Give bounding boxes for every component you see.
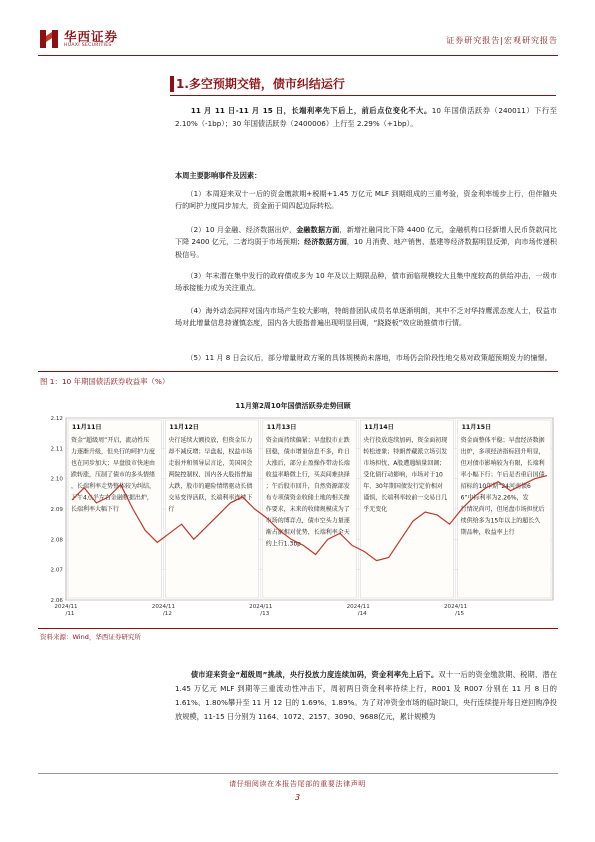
x-tick-label: /15 bbox=[455, 611, 465, 617]
y-tick-label: 2.08 bbox=[50, 537, 63, 544]
event-item-2-part-e: ，10 月消费、地产销售、基建等经济数据明显反弹，向市场传递积极信号。 bbox=[175, 237, 558, 259]
events-heading: 本周主要影响事件及因素： bbox=[175, 171, 262, 180]
x-tick-label: 2024/11 bbox=[151, 604, 176, 610]
figure-top-divider bbox=[38, 371, 558, 372]
annotation-text-line: 渐占据相对优势，长端利率全天 bbox=[265, 529, 350, 536]
event-item-5: （5）11 月 8 日会议后，部分增量财政方案的具体规模尚未落地，市场仍会阶段性地交易对政策超预期发力的憧憬。 bbox=[186, 353, 552, 362]
event-item-2 bbox=[175, 224, 557, 261]
annotation-header: 11月15日 bbox=[461, 424, 492, 431]
x-tick-label: 2024/11 bbox=[54, 604, 78, 610]
annotation-header: 11月14日 bbox=[364, 424, 394, 431]
event-item-2-economy-label: 经济数据方面 bbox=[304, 237, 347, 247]
event-item-1: （1）本周迎来双十一后的资金缴款期+税期+1.45 万亿元 MLF 到期组成的三重考验，资金利率缓步上行，但伴随央行的呵护力度同步加大，资金面于周四起边际转松。 bbox=[175, 189, 557, 211]
annotation-text-line: 作要求，未来的收储规模成为了 bbox=[265, 506, 350, 513]
annotation-text-line: 约上行1.3bp bbox=[265, 540, 301, 548]
annotation-text-line: 资金面整体平稳；早盘经济数据 bbox=[460, 437, 545, 444]
section-title: 1.多空预期交错，债市纠结运行 bbox=[176, 77, 345, 91]
annotation-text-line: 大涨后，部分止盈操作带动长端 bbox=[265, 460, 350, 467]
annotation-text-line: 收益率略微上行，买卖间难抉择 bbox=[265, 471, 350, 479]
annotation-text-line: 回稳，债市增量信息不多，昨日 bbox=[265, 448, 350, 456]
annotation-text-line: 下午4点半左右金融数据出炉， bbox=[71, 494, 153, 502]
annotation-text-line: 力逐渐升级，但央行的呵护力度 bbox=[71, 448, 156, 456]
intro-paragraph bbox=[175, 104, 557, 130]
x-tick-label: /14 bbox=[357, 611, 367, 617]
page-number: 3 bbox=[294, 793, 301, 802]
header-divider bbox=[38, 55, 558, 56]
annotation-text-line: 走弱并和领导层言论，美国国会 bbox=[168, 460, 253, 467]
annotation-text-line: 交易变得活跃，长端利率连续下 bbox=[168, 494, 253, 502]
annotation-text-line: 市场的博弈点，债市空头力量逐 bbox=[265, 517, 350, 525]
annotation-text-line: 资金“超级周”开启，流动性压 bbox=[71, 437, 150, 444]
chart-annotations bbox=[68, 420, 551, 598]
annotation-text-line: 资金面持续偏紧；早盘股市止跌 bbox=[265, 437, 350, 444]
event-item-2-part-a: （2）10 月金融、经济数据出炉， bbox=[186, 225, 297, 234]
annotation-text-line: 也在同步加大；早盘股市快速由 bbox=[71, 460, 156, 467]
section-title-divider bbox=[170, 95, 556, 96]
event-item-2-finance-label: 金融数据方面 bbox=[296, 225, 340, 234]
annotation-header: 11月12日 bbox=[169, 424, 200, 431]
event-item-3: （3）年末潜在集中发行的政府债或多为 10 年及以上期限品种，债市面临规模较大且集中度较高的供给冲击，一级市场承接能力或为关注重点。 bbox=[175, 271, 557, 293]
annotation-text-line: 转松迹象；特朗普藏派立场引发 bbox=[363, 448, 448, 456]
intro-lead: 11 月 11 日-11 月 15 日，长端利率先下后上，前后点位变化不大。 bbox=[190, 106, 432, 115]
annotation-text-line: 央行投放连续加码，资金面初现 bbox=[363, 437, 448, 444]
annotation-text-line: 招标的10年期“24河南债6 bbox=[460, 483, 531, 490]
closing-lead: 债市迎来资金“超级周”挑战，央行投放力度连续加码，资金利率先上后下。 bbox=[190, 670, 439, 679]
annotation-header: 11月13日 bbox=[266, 424, 297, 431]
logo-company-name-en: HUAXI SECURITIES bbox=[64, 43, 112, 48]
logo-company-name: 华西证券 bbox=[64, 29, 119, 44]
annotation-text-line: 期品种，收益率上行 bbox=[460, 529, 515, 536]
yield-chart bbox=[38, 392, 558, 628]
event-item-2-part-c: ，新增社融同比下降 4400 亿元，金融机构口径新增人民币贷款同比下降 2400 亿元，二者均弱于市场预期； bbox=[175, 225, 558, 247]
annotation-text-line: 却不减反增；早盘起，权益市场 bbox=[168, 448, 253, 456]
y-tick-label: 2.09 bbox=[50, 507, 63, 513]
y-tick-label: 2.12 bbox=[50, 416, 63, 422]
annotation-text-line: 两院控制权、国内各大股指普遍 bbox=[168, 471, 253, 479]
closing-text: 双十一后的资金缴款期、税期、潜在 1.45 万亿元 MLF 到期等三重流动性冲击下，周初两日资金利率持续上行，R001 及 R007 分别在 11 月 8 日的 1.61%、1.80%攀升至 11 月 12 日的 1.69%、1.89%。为了对冲资金市场的临时缺口，央行连续提升每日逆回购净投放规模，11-15 日分别为 1164、1072、2157、3090、9688亿元，累计规模为 bbox=[175, 670, 557, 721]
annotation-text-line: 行 bbox=[168, 506, 175, 513]
annotation-text-line: 率小幅下行；午后是否重启国债 bbox=[460, 471, 545, 479]
logo-icon bbox=[38, 28, 60, 50]
figure-label: 图 1：10 年期国债活跃券收益率（%） bbox=[40, 377, 170, 386]
y-tick-label: 2.10 bbox=[50, 476, 63, 483]
annotation-text-line: 续供给多为15年以上的超长久 bbox=[460, 517, 541, 525]
section-title-marker bbox=[170, 76, 174, 92]
annotation-text-line: ；午后股市回升，自然资源部发 bbox=[265, 483, 350, 490]
annotation-text-line: 6”中标利率为2.26%，发 bbox=[460, 494, 529, 502]
intro-text: 10 年国债活跃券（240011）下行至 2.10%（-1bp）；30 年国债活跃券（2400006）上行至 2.29%（+1bp）。 bbox=[175, 106, 557, 128]
x-tick-label: /11 bbox=[65, 611, 75, 617]
annotation-text-line: 行情况尚可，但尾盘市场担忧后 bbox=[460, 506, 545, 513]
annotation-text-line: 乎无变化 bbox=[363, 506, 388, 513]
x-tick-label: 2024/11 bbox=[346, 604, 370, 610]
figure-bottom-divider bbox=[38, 628, 558, 629]
chart-title: 11月第2周10年国债活跃券走势回顾 bbox=[235, 402, 351, 410]
figure-source: 资料来源：Wind，华西证券研究所 bbox=[40, 633, 141, 641]
y-tick-label: 2.07 bbox=[50, 567, 63, 574]
annotation-text-line: 大跌，股市的避险情绪驱动长债 bbox=[168, 483, 253, 490]
annotation-text-line: 但对债市影响较为有限，长端利 bbox=[460, 460, 545, 467]
annotation-text-line: 跌转涨，压制了债市的多头情绪 bbox=[71, 471, 156, 479]
x-tick-label: 2024/11 bbox=[249, 604, 273, 610]
y-tick-label: 2.11 bbox=[50, 446, 63, 453]
x-tick-label: 2024/11 bbox=[443, 604, 468, 610]
annotation-text-line: 谨慎，长端利率较前一交易日几 bbox=[363, 494, 448, 502]
annotation-text-line: 长端利率大幅下行 bbox=[71, 506, 120, 513]
annotation-text-line: 出炉，多项经济指标回升明显， bbox=[460, 448, 545, 456]
report-type-label: 证券研究报告|宏观研究报告 bbox=[446, 36, 558, 45]
y-tick-label: 2.06 bbox=[50, 598, 63, 604]
annotation-text-line: ，长端利率走势整体较为纠结， bbox=[71, 483, 156, 490]
x-tick-label: /13 bbox=[260, 611, 270, 617]
footer-divider bbox=[38, 773, 558, 774]
annotation-text-line: 受化债行动影响，市场对于10 bbox=[363, 471, 443, 479]
annotation-text-line: 央行延续大额投放，但资金压力 bbox=[168, 437, 253, 444]
x-tick-label: /12 bbox=[162, 611, 172, 617]
annotation-text-line: 年、30年期国债发行定价相对 bbox=[363, 483, 443, 490]
footer-disclaimer: 请仔细阅读在本报告尾部的重要法律声明 bbox=[229, 780, 366, 788]
annotation-text-line: 布专项债资金收储土地的相关操 bbox=[265, 494, 350, 502]
annotation-box bbox=[165, 420, 258, 598]
event-item-4: （4）海外动态同样对国内市场产生较大影响，特朗普团队成员名单逐渐明朗，其中不乏对华持鹰派态度人士，权益市场对此增量信息持谨慎态度，国内各大股指普遍出现明显回调，“跷跷板”效应助推债市行情。 bbox=[175, 306, 557, 328]
closing-paragraph bbox=[175, 668, 557, 724]
annotation-header: 11月11日 bbox=[72, 424, 102, 431]
annotation-text-line: 市场担忧，A股遭遇缩量回调； bbox=[363, 460, 446, 467]
